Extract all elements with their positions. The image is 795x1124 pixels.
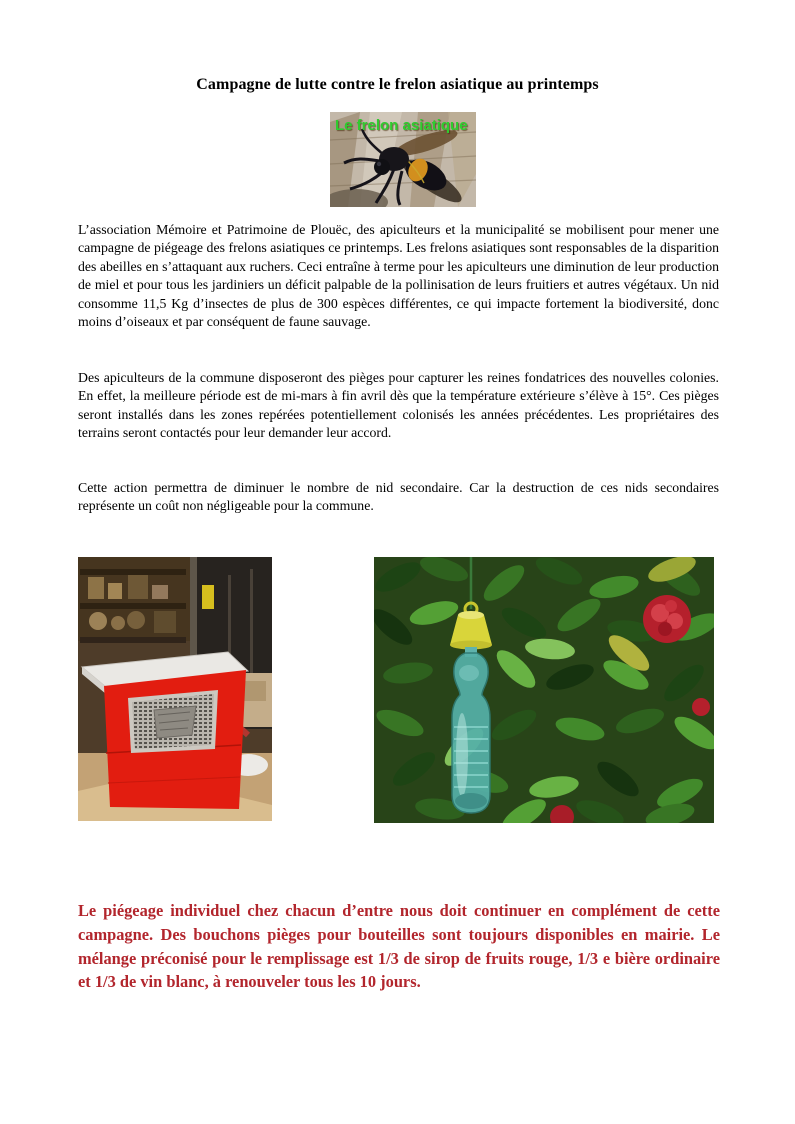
hive-trap-photo-image [78,557,272,821]
paragraph-intro: L’association Mémoire et Patrimoine de Plouëc, des apiculteurs et la municipalité se mobilisent pour mener une campagne de piégeage des frelons asiatiques ce printemps. Les frelons asiatiques sont responsables de la disparition des abeilles en s’attaquant aux ruchers. Ceci entraîne à terme pour les apiculteurs une diminution de leur production de miel et pour tous les jardiniers un déficit palpable de la pollinisation de leurs fruitiers et autres végétaux. Un nid consomme 11,5 Kg d’insectes de plus de 300 espèces différentes, ce qui impacte fortement la biodiversité, donc moins d’oiseaux et par conséquent de faune sauvage. [78,222,719,330]
bottle-trap-photo [374,557,714,823]
hornet-photo [330,112,476,207]
bottle-trap-photo-image [374,557,714,823]
highlight-paragraph: Le piégeage individuel chez chacun d’entre nous doit continuer en complément de cette campagne. Des bouchons pièges pour bouteilles sont toujours disponibles en mairie. Le mélange préconisé pour le remplissage est 1/3 de sirop de fruits rouge, 1/3 e bière ordinaire et 1/3 de vin blanc, à renouveler tous les 10 jours. [78,901,720,992]
page-title: Campagne de lutte contre le frelon asiatique au printemps [196,76,599,93]
paragraph-benefit: Cette action permettra de diminuer le nombre de nid secondaire. Car la destruction de ces nids secondaires représente un coût non négligeable pour la commune. [78,480,719,514]
hive-trap-photo [78,557,272,821]
paragraph-traps: Des apiculteurs de la commune disposeront des pièges pour capturer les reines fondatrices des nouvelles colonies. En effet, la meilleure période est de mi-mars à fin avril dès que la température extérieure s’élève à 15°. Ces pièges seront installés dans les zones repérées potentiellement colonisés les années précédentes. Les propriétaires des terrains seront contactés pour leur demander leur accord. [78,370,719,441]
bottle [452,647,490,813]
hornet-photo-caption: Le frelon asiatique [335,117,468,134]
